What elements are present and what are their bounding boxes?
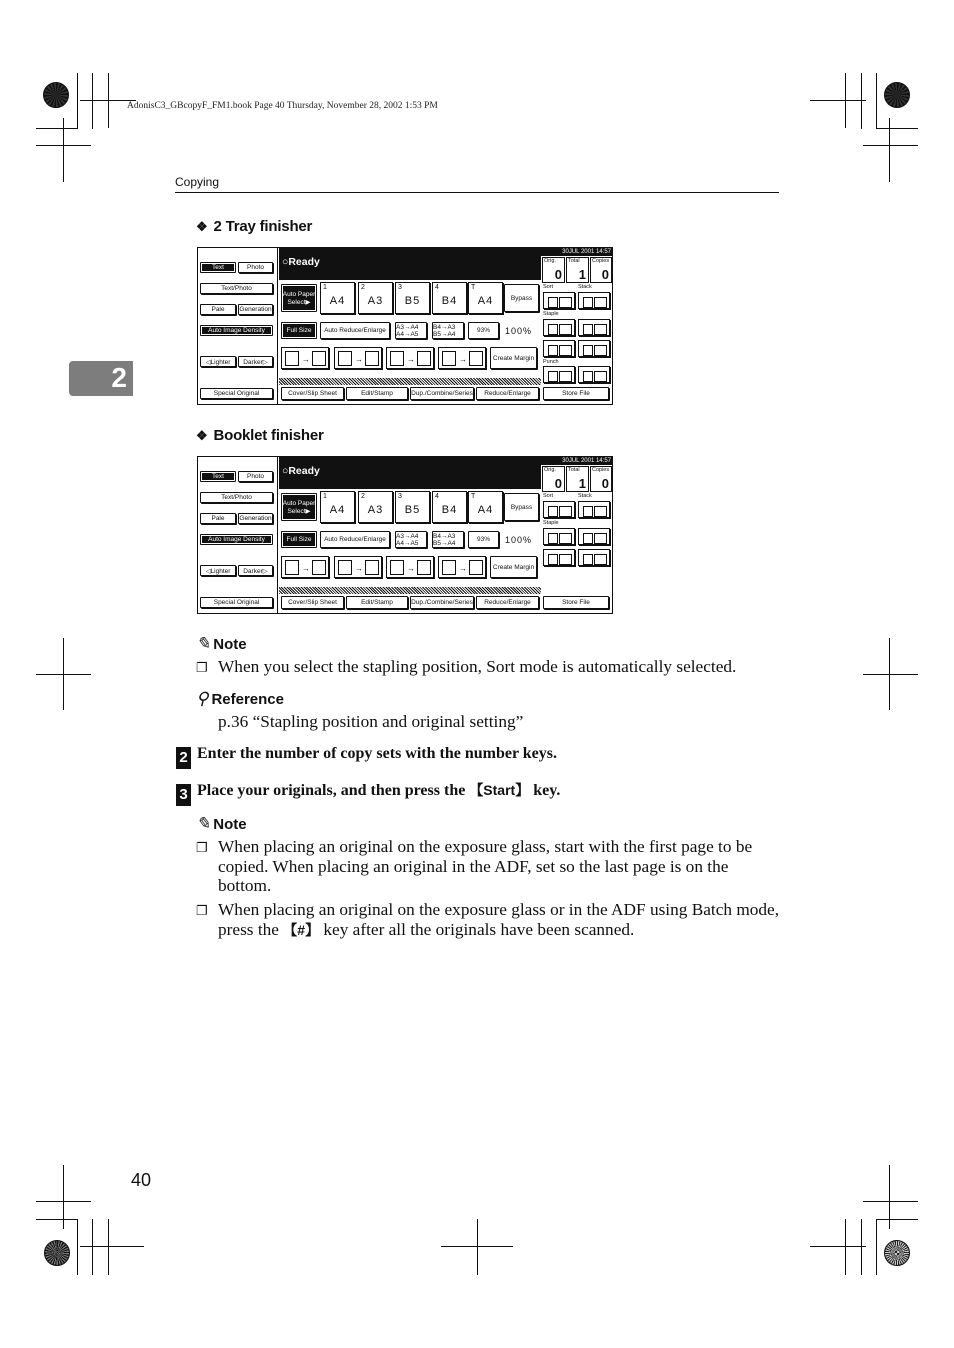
tray-4-button[interactable]: 4 B4 <box>432 491 467 523</box>
photo-mode-button[interactable]: Photo <box>238 471 273 482</box>
generation-mode-button[interactable]: Generation <box>239 306 272 313</box>
stack-label: Stack <box>578 284 592 290</box>
tray-lct-button[interactable]: T A4 <box>468 491 503 523</box>
duplex-mode-button[interactable]: → <box>281 347 329 369</box>
create-margin-button[interactable]: Create Margin <box>490 556 537 578</box>
combine-mode-2-button[interactable]: → <box>438 556 486 578</box>
edit-stamp-button[interactable]: Edit/Stamp <box>346 596 408 609</box>
tray-3-button[interactable]: 3 B5 <box>395 282 430 314</box>
duplex-mode-button[interactable]: → <box>281 556 329 578</box>
original-type-panel <box>198 457 278 613</box>
note-item: When you select the stapling position, Sort mode is automatically selected. <box>218 657 737 676</box>
punch-label: Punch <box>543 359 559 365</box>
auto-paper-select-button[interactable]: Auto Paper Select▶ <box>281 284 317 312</box>
reference-heading: ⚲ Reference <box>196 689 284 708</box>
copies-counter: Copies 0 <box>590 257 612 283</box>
combine-mode-button[interactable]: → <box>386 347 434 369</box>
sort-label: Sort <box>543 493 554 499</box>
pencil-icon: ✎ <box>196 634 211 653</box>
text-photo-mode-button[interactable]: Text/Photo <box>200 492 273 503</box>
punch-top-icon[interactable] <box>578 366 610 383</box>
staple-double-icon[interactable] <box>578 549 610 566</box>
header-rule <box>175 192 779 193</box>
combine-mode-2-button[interactable]: → <box>438 347 486 369</box>
special-original-button[interactable]: Special Original <box>200 597 273 608</box>
dup-combine-series-button[interactable]: Dup./Combine/Series <box>410 596 474 609</box>
cover-slip-sheet-button[interactable]: Cover/Slip Sheet <box>281 596 344 609</box>
step-text: Enter the number of copy sets with the number keys. <box>197 745 558 762</box>
pale-mode-button[interactable]: Pale <box>200 304 236 315</box>
full-size-button[interactable]: Full Size <box>281 531 317 548</box>
original-type-panel <box>198 248 278 404</box>
hash-key: 【#】 <box>283 921 320 938</box>
color-rosette-mark <box>43 82 69 108</box>
page-number: 40 <box>131 1170 152 1190</box>
orig-counter: Orig. 0 <box>542 257 565 283</box>
stack-label: Stack <box>578 493 592 499</box>
section-title: Booklet finisher <box>213 427 324 444</box>
text-photo-mode-button[interactable]: Text/Photo <box>200 283 273 294</box>
special-original-button[interactable]: Special Original <box>200 388 273 399</box>
store-file-button[interactable]: Store File <box>543 596 609 609</box>
note-heading: ✎ Note <box>196 814 247 833</box>
ratio-enlarge-button[interactable]: B4→A3 B5→A4 <box>432 322 464 339</box>
dup-combine-series-button[interactable]: Dup./Combine/Series <box>410 387 474 400</box>
total-counter: Total 1 <box>566 466 589 492</box>
note-heading: ✎ Note <box>196 634 247 653</box>
dither-band <box>279 378 541 385</box>
staple-top-right-icon[interactable] <box>578 319 610 336</box>
duplex-mode-2-button[interactable]: → <box>334 556 382 578</box>
start-key: 【Start】 <box>469 782 530 798</box>
tray-lct-button[interactable]: T A4 <box>468 282 503 314</box>
chapter-number: 2 <box>111 362 127 393</box>
bypass-button[interactable]: Bypass <box>504 493 539 521</box>
auto-reduce-enlarge-button[interactable]: Auto Reduce/Enlarge <box>320 322 390 339</box>
diamond-bullet-icon: ❖ <box>196 428 208 443</box>
staple-top-left-icon[interactable] <box>543 528 575 545</box>
checkbox-icon: ❐ <box>196 840 208 855</box>
diamond-bullet-icon: ❖ <box>196 219 208 234</box>
color-rosette-mark <box>884 82 910 108</box>
staple-center-icon[interactable] <box>543 549 575 566</box>
edit-stamp-button[interactable]: Edit/Stamp <box>346 387 408 400</box>
ratio-reduce-button[interactable]: A3→A4 A4→A5 <box>395 531 427 548</box>
copier-screen-2-tray <box>197 247 613 405</box>
full-size-button[interactable]: Full Size <box>281 322 317 339</box>
lighter-button[interactable]: ◁Lighter <box>200 356 236 367</box>
reduce-enlarge-button[interactable]: Reduce/Enlarge <box>476 596 539 609</box>
sort-icon[interactable] <box>543 501 575 518</box>
ratio-100-label: 100% <box>505 535 533 545</box>
reduce-enlarge-button[interactable]: Reduce/Enlarge <box>476 387 539 400</box>
pencil-icon: ✎ <box>196 814 211 833</box>
auto-density-button[interactable]: Auto Image Density <box>200 325 273 336</box>
duplex-mode-2-button[interactable]: → <box>334 347 382 369</box>
sort-icon[interactable] <box>543 292 575 309</box>
file-slug: AdonisC3_GBcopyF_FM1.book Page 40 Thursday, November 28, 2002 1:53 PM <box>127 101 438 111</box>
staple-top-left-icon[interactable] <box>543 319 575 336</box>
section-heading <box>196 427 324 444</box>
chapter-tab <box>69 361 133 396</box>
punch-left-icon[interactable] <box>543 366 575 383</box>
date-display: 30JUL 2001 14:57 <box>541 248 613 256</box>
step-text-end: key. <box>529 782 561 799</box>
orig-counter: Orig. 0 <box>542 466 565 492</box>
staple-label: Staple <box>543 520 559 526</box>
step-3 <box>176 780 560 806</box>
step-2 <box>176 745 557 769</box>
tray-2-button[interactable]: 2 A3 <box>358 491 393 523</box>
auto-reduce-enlarge-button[interactable]: Auto Reduce/Enlarge <box>320 531 390 548</box>
copier-screen-booklet <box>197 456 613 614</box>
tray-3-button[interactable]: 3 B5 <box>395 491 430 523</box>
checkbox-icon: ❐ <box>196 660 208 675</box>
staple-label: Staple <box>543 311 559 317</box>
ratio-100-label: 100% <box>505 326 533 336</box>
step-text: Place your originals, and then press the <box>197 782 470 799</box>
checkbox-icon: ❐ <box>196 903 208 918</box>
ratio-93-button[interactable]: 93% <box>468 322 499 339</box>
bypass-button[interactable]: Bypass <box>504 284 539 312</box>
tray-1-button[interactable]: 1 A4 <box>320 491 355 523</box>
staple-double-top-icon[interactable] <box>578 340 610 357</box>
date-display: 30JUL 2001 14:57 <box>541 457 613 465</box>
note-item: When placing an original on the exposure glass or in the ADF using Batch mode, press the 【#】 key after all the originals have been scanned. <box>218 900 780 939</box>
total-counter: Total 1 <box>566 257 589 283</box>
auto-paper-select-button[interactable]: Auto Paper Select▶ <box>281 493 317 521</box>
tray-2-button[interactable]: 2 A3 <box>358 282 393 314</box>
note-item: When placing an original on the exposure glass, start with the first page to be copied. When placing an original in the ADF, set so the last page is on the bottom. <box>218 837 753 896</box>
text-mode-button[interactable]: Text <box>200 262 236 273</box>
stack-icon[interactable] <box>578 501 610 518</box>
cover-slip-sheet-button[interactable]: Cover/Slip Sheet <box>281 387 344 400</box>
store-file-button[interactable]: Store File <box>543 387 609 400</box>
step-number: 3 <box>176 784 191 806</box>
staple-top-right-icon[interactable] <box>578 528 610 545</box>
darker-button[interactable]: Darker▷ <box>238 565 273 576</box>
tray-1-button[interactable]: 1 A4 <box>320 282 355 314</box>
stack-icon[interactable] <box>578 292 610 309</box>
magnifier-icon: ⚲ <box>196 689 209 708</box>
dither-band <box>279 587 541 594</box>
ratio-93-button[interactable]: 93% <box>468 531 499 548</box>
ratio-reduce-button[interactable]: A3→A4 A4→A5 <box>395 322 427 339</box>
darker-button[interactable]: Darker▷ <box>238 356 273 367</box>
step-number: 2 <box>176 747 191 769</box>
generation-mode-button[interactable]: Generation <box>239 515 272 522</box>
section-heading <box>196 218 312 235</box>
ready-status: ○Ready <box>282 256 320 268</box>
photo-mode-button[interactable]: Photo <box>238 262 273 273</box>
color-rosette-mark <box>884 1240 910 1266</box>
lighter-button[interactable]: ◁Lighter <box>200 565 236 576</box>
running-head: Copying <box>175 175 220 189</box>
ratio-enlarge-button[interactable]: B4→A3 B5→A4 <box>432 531 464 548</box>
create-margin-button[interactable]: Create Margin <box>490 347 537 369</box>
text-mode-button[interactable]: Text <box>200 471 236 482</box>
section-title: 2 Tray finisher <box>213 218 313 235</box>
copies-counter: Copies 0 <box>590 466 612 492</box>
combine-mode-button[interactable]: → <box>386 556 434 578</box>
auto-density-button[interactable]: Auto Image Density <box>200 534 273 545</box>
ready-status: ○Ready <box>282 465 320 477</box>
reference-text: p.36 “Stapling position and original setting” <box>218 712 524 731</box>
pale-mode-button[interactable]: Pale <box>200 513 236 524</box>
tray-4-button[interactable]: 4 B4 <box>432 282 467 314</box>
sort-label: Sort <box>543 284 554 290</box>
color-rosette-mark <box>44 1240 70 1266</box>
staple-double-left-icon[interactable] <box>543 340 575 357</box>
